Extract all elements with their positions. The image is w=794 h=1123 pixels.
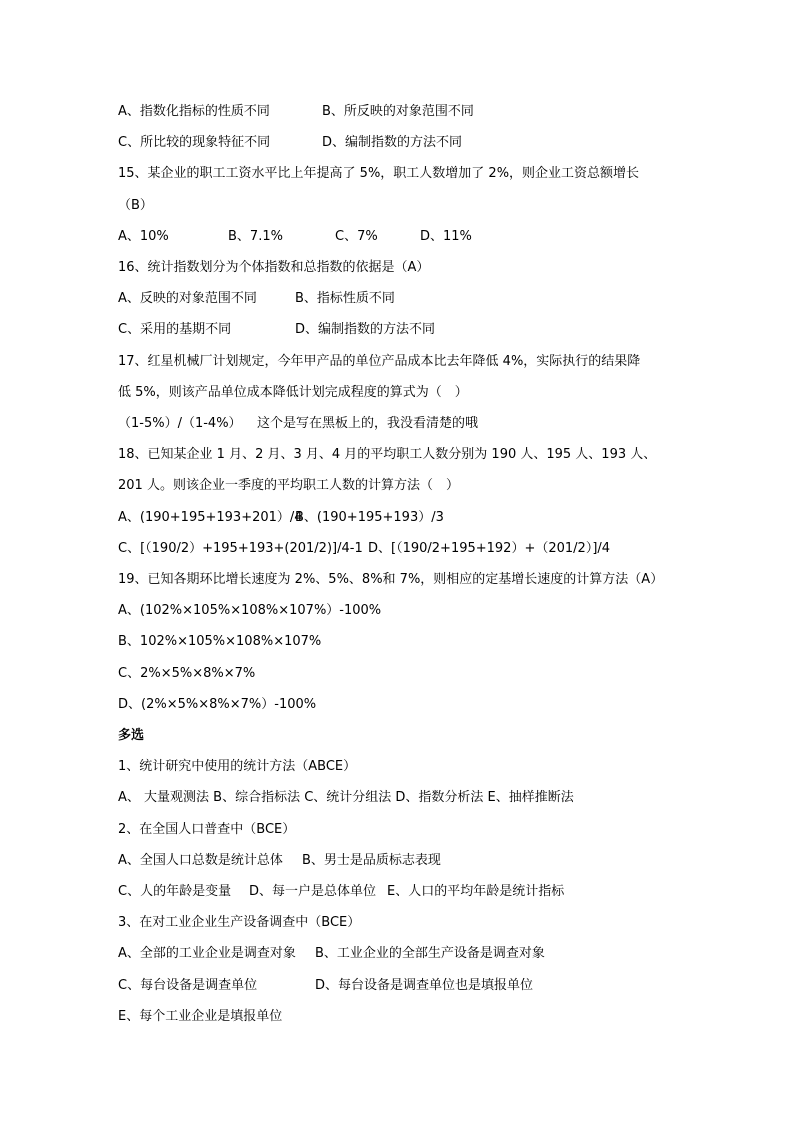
text-segment: 这个是写在黑板上的，我没看清楚的哦: [257, 416, 479, 431]
text-segment: （B）: [118, 197, 153, 213]
text-segment: C、采用的基期不同: [118, 322, 232, 338]
text-segment: 201 人。则该企业一季度的平均职工人数的计算方法（ ）: [118, 478, 459, 494]
text-segment: 低 5%，则该产品单位成本降低计划完成程度的算式为（ ）: [118, 384, 468, 400]
text-segment: B、(190+195+193）/3: [295, 509, 444, 525]
text-segment: 17、红星机械厂计划规定，今年甲产品的单位产品成本比去年降低 4%，实际执行的结果降: [118, 353, 641, 369]
text-segment: B、所反映的对象范围不同: [322, 104, 474, 119]
text-segment: 3、在对工业企业生产设备调查中（BCE）: [118, 915, 361, 931]
text-segment: A、指数化指标的性质不同: [118, 104, 270, 119]
text-segment: B、指标性质不同: [295, 291, 395, 307]
text-segment: B、7.1%: [228, 228, 283, 244]
text-segment: 15、某企业的职工工资水平比上年提高了 5%，职工人数增加了 2%，则企业工资总额增长: [118, 166, 640, 182]
text-segment: C、2%×5%×8%×7%: [118, 665, 256, 681]
text-segment: A、反映的对象范围不同: [118, 291, 257, 307]
text-segment: D、每台设备是调查单位也是填报单位: [315, 977, 534, 993]
text-segment: E、每个工业企业是填报单位: [118, 1008, 283, 1024]
text-segment: D、11%: [420, 228, 472, 244]
text-segment: C、所比较的现象特征不同: [118, 135, 271, 151]
text-segment: B、男士是品质标志表现: [302, 852, 441, 868]
text-segment: 18、已知某企业 1 月、2 月、3 月、4 月的平均职工人数分别为 190 人、195 人、193 人、: [118, 447, 657, 463]
text-segment: C、[（190/2）+195+193+(201/2)]/4-1: [118, 540, 363, 556]
text-segment: D、每一户是总体单位: [249, 884, 377, 899]
text-segment: D、[（190/2+195+192）+（201/2）]/4: [368, 540, 611, 556]
text-segment: 19、已知各期环比增长速度为 2%、5%、8%和 7%，则相应的定基增长速度的计算方法（A）: [118, 572, 664, 587]
text-segment: C、人的年龄是变量: [118, 884, 232, 899]
text-segment: A、(102%×105%×108%×107%）-100%: [118, 603, 382, 619]
text-segment: B、102%×105%×108%×107%: [118, 634, 322, 650]
text-segment: A、全部的工业企业是调查对象: [118, 946, 296, 962]
text-segment: 16、统计指数划分为个体指数和总指数的依据是（A）: [118, 260, 430, 275]
text-segment: 2、在全国人口普查中（BCE）: [118, 821, 296, 837]
text-segment: D、(2%×5%×8%×7%）-100%: [118, 696, 317, 712]
text-segment: A、(190+195+193+201）/4: [118, 509, 303, 525]
text-segment: B、工业企业的全部生产设备是调查对象: [315, 946, 545, 962]
text-segment: 多选: [118, 728, 145, 743]
text-segment: D、编制指数的方法不同: [322, 135, 463, 151]
text-segment: A、全国人口总数是统计总体: [118, 852, 283, 868]
text-segment: 1、统计研究中使用的统计方法（ABCE）: [118, 759, 357, 775]
text-segment: A、10%: [118, 228, 169, 244]
text-segment: C、7%: [335, 228, 378, 244]
text-segment: （1-5%）/（1-4%）: [118, 416, 242, 431]
text-segment: E、人口的平均年龄是统计指标: [387, 884, 565, 899]
text-segment: A、 大量观测法 B、综合指标法 C、统计分组法 D、指数分析法 E、抽样推断法: [118, 790, 574, 806]
text-segment: D、编制指数的方法不同: [295, 322, 436, 338]
text-segment: C、每台设备是调查单位: [118, 977, 258, 993]
